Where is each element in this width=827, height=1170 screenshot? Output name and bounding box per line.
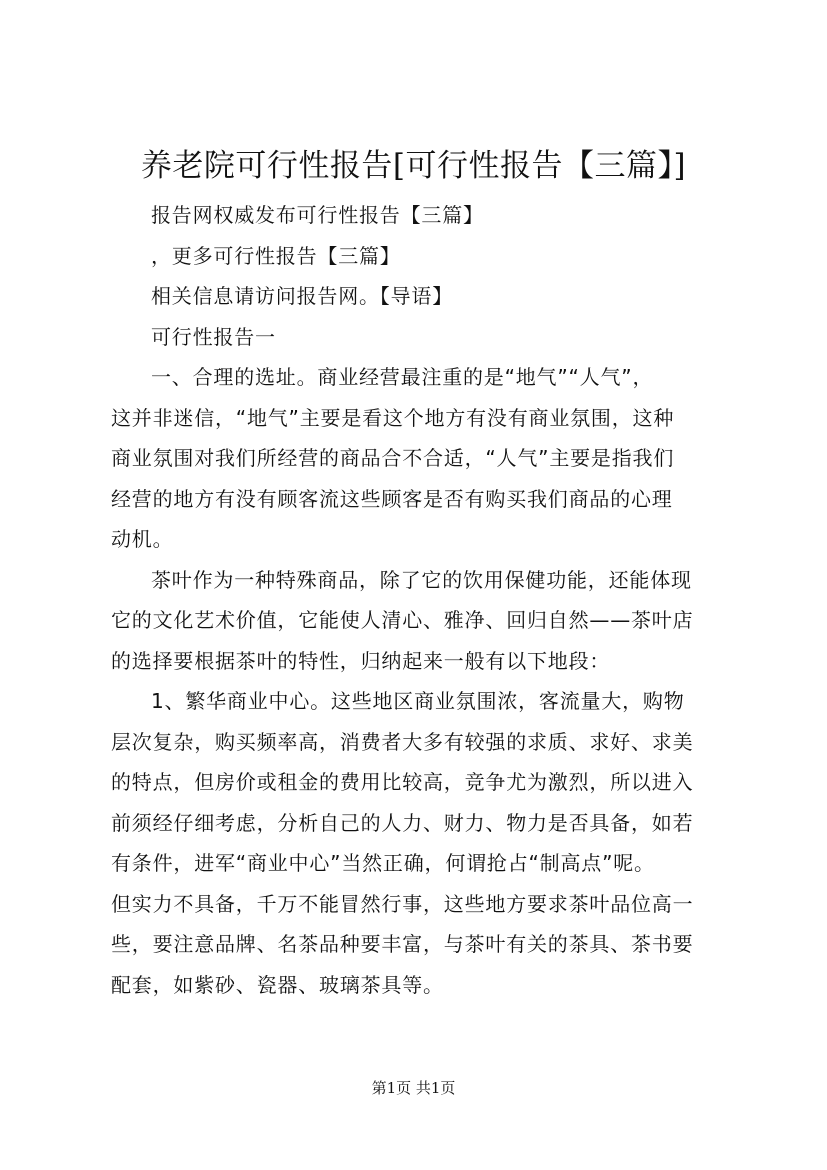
document-body — [111, 195, 741, 1005]
paragraph-tea-commodity — [111, 560, 741, 682]
paragraph-line: 1、繁华商业中心。这些地区商业氛围浓，客流量大，购物 — [151, 689, 685, 713]
paragraph-line: 的选择要根据茶叶的特性，归纳起来一般有以下地段： — [111, 648, 611, 673]
paragraph-line: 动机。 — [111, 527, 174, 551]
paragraph-line: 商业氛围对我们所经营的商品合不合适，“人气”主要是指我们 — [111, 446, 675, 470]
document-title: 养老院可行性报告[可行性报告【三篇】] — [140, 148, 687, 184]
paragraph-commercial-center — [111, 681, 741, 1005]
paragraph-line: 些，要注意品牌、名茶品种要丰富，与茶叶有关的茶具、茶书要 — [111, 932, 694, 956]
paragraph-line: 有条件，进军“商业中心”当然正确，何谓抢占“制高点”呢。 — [111, 851, 655, 875]
page-footer: 第1页 共1页 — [371, 1079, 456, 1097]
paragraph-line: 层次复杂，购买频率高，消费者大多有较强的求质、求好、求美 — [111, 729, 694, 754]
paragraph-line: 它的文化艺术价值，它能使人清心、雅净、回归自然——茶叶店 — [111, 608, 694, 632]
paragraph-line: 茶叶作为一种特殊商品，除了它的饮用保健功能，还能体现 — [151, 567, 692, 592]
paragraph-line: 这并非迷信，“地气”主要是看这个地方有没有商业氛围，这种 — [111, 405, 675, 430]
section-heading: 可行性报告一 — [151, 324, 276, 349]
paragraph-site-selection — [111, 357, 741, 560]
paragraph-line: 经营的地方有没有顾客流这些顾客是否有购买我们商品的心理 — [111, 486, 673, 511]
intro-line: 报告网权威发布可行性报告【三篇】 — [151, 203, 484, 227]
paragraph-line: 一、合理的选址。商业经营最注重的是“地气”“人气”， — [151, 365, 654, 389]
paragraph-line: 的特点，但房价或租金的费用比较高，竞争尤为激烈，所以进入 — [111, 770, 694, 794]
paragraph-line: 前须经仔细考虑，分析自己的人力、财力、物力是否具备，如若 — [111, 810, 694, 835]
paragraph-line: 但实力不具备，千万不能冒然行事，这些地方要求茶叶品位高一 — [111, 891, 694, 916]
intro-line: ，更多可行性报告【三篇】 — [151, 243, 401, 268]
intro-line: 相关信息请访问报告网。【导语】 — [151, 284, 453, 308]
paragraph-line: 配套，如紫砂、瓷器、玻璃茶具等。 — [111, 972, 444, 997]
